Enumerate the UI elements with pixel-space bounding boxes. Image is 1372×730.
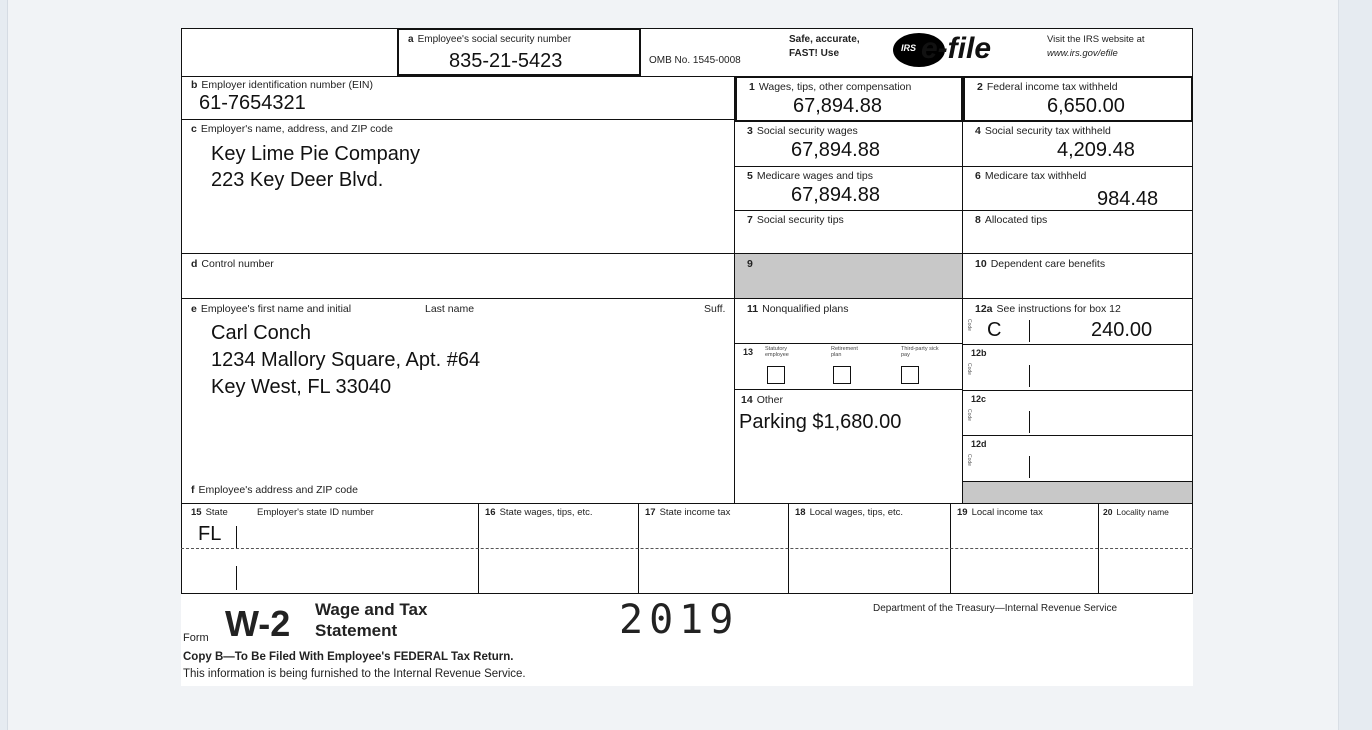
box-3-value: 67,894.88 — [791, 139, 880, 161]
state-row-dashed-separator — [181, 548, 1193, 549]
footer-year: 2019 — [619, 597, 740, 643]
box-18-label: Local wages, tips, etc. — [809, 507, 904, 518]
box-4-number: 4 — [975, 125, 981, 137]
box-13-number: 13 — [743, 347, 754, 357]
footer-title-2: Statement — [315, 621, 398, 640]
box-8-allocated-tips — [963, 211, 1193, 254]
box-1-value: 67,894.88 — [793, 95, 882, 117]
box-8-number: 8 — [975, 214, 981, 226]
box-1-label: Wages, tips, other compensation — [758, 81, 912, 93]
box-18-local-wages — [789, 504, 951, 594]
state-value: FL — [198, 523, 222, 545]
box-14-value: Parking $1,680.00 — [739, 411, 902, 433]
box-15-divider-bottom — [236, 566, 237, 590]
box-12-shaded-area — [963, 482, 1193, 504]
box-4-label: Social security tax withheld — [984, 125, 1111, 137]
box-17-state-tax — [639, 504, 789, 594]
box-11-label: Nonqualified plans — [762, 303, 849, 315]
box-18-number: 18 — [795, 507, 806, 518]
footer-info: This information is being furnished to the Internal Revenue Service. — [183, 668, 526, 680]
left-scroll-gutter — [0, 0, 8, 730]
box-16-number: 16 — [485, 507, 496, 518]
box-1-wages — [735, 76, 963, 122]
box-b-ein — [181, 76, 735, 120]
box-17-label: State income tax — [659, 507, 731, 518]
visit-irs-line2: www.irs.gov/efile — [1047, 48, 1118, 59]
third-party-sick-pay-checkbox[interactable] — [901, 366, 919, 384]
efile-tagline-2: FAST! Use — [789, 48, 840, 59]
box-12a-number: 12a — [975, 303, 993, 315]
box-12b — [963, 345, 1193, 391]
box-12b-divider — [1029, 365, 1030, 387]
box-19-number: 19 — [957, 507, 968, 518]
box-12b-code-caption: Code — [966, 363, 972, 375]
efile-irs-mark: IRS — [901, 43, 917, 53]
box-12a-label: See instructions for box 12 — [996, 303, 1121, 315]
box-12a — [963, 299, 1193, 345]
box-20-locality — [1099, 504, 1193, 594]
employer-address: 223 Key Deer Blvd. — [211, 169, 384, 191]
footer-form-word: Form — [183, 632, 209, 644]
box-13-checkboxes — [735, 344, 963, 390]
box-c-letter: c — [191, 123, 197, 135]
box-20-label: Locality name — [1116, 507, 1169, 517]
employee-name: Carl Conch — [211, 322, 312, 344]
box-b-letter: b — [191, 79, 198, 91]
box-15-label: State — [205, 507, 228, 518]
box-7-label: Social security tips — [756, 214, 844, 226]
box-a-letter: a — [408, 34, 414, 45]
footer-form-id: W-2 — [225, 603, 291, 644]
box-12d-divider — [1029, 456, 1030, 478]
top-row — [181, 28, 1193, 76]
box-5-label: Medicare wages and tips — [756, 170, 873, 182]
box-16-state-wages — [479, 504, 639, 594]
footer-title-1: Wage and Tax — [315, 600, 428, 619]
footer-copy-b: Copy B—To Be Filed With Employee's FEDERAL Tax Return. — [183, 651, 514, 663]
footer-department: Department of the Treasury—Internal Revenue Service — [873, 603, 1118, 614]
box-d-control — [181, 254, 735, 299]
box-4-ss-tax — [963, 122, 1193, 167]
box-12b-number: 12b — [971, 348, 987, 358]
box-15-number: 15 — [191, 507, 202, 518]
box-12d-number: 12d — [971, 439, 987, 449]
box-e-letter: e — [191, 303, 197, 315]
box-6-number: 6 — [975, 170, 981, 182]
box-12c — [963, 391, 1193, 436]
box-e-suffix-label: Suff. — [704, 303, 726, 315]
box-15-state — [181, 504, 479, 594]
box-10-dependent-care — [963, 254, 1193, 299]
box-6-medicare-tax — [963, 167, 1193, 211]
box-14-other — [735, 390, 963, 504]
employee-address1: 1234 Mallory Square, Apt. #64 — [211, 349, 481, 371]
box-5-number: 5 — [747, 170, 753, 182]
retirement-plan-checkbox[interactable] — [833, 366, 851, 384]
box-12a-value: 240.00 — [1091, 319, 1153, 341]
box-2-label: Federal income tax withheld — [986, 81, 1118, 93]
box-19-label: Local income tax — [971, 507, 1043, 518]
box-12c-code-caption: Code — [966, 409, 972, 421]
box-d-label: Control number — [201, 258, 274, 270]
box-14-label: Other — [756, 394, 783, 406]
box-20-number: 20 — [1103, 507, 1113, 517]
box-a-ssn — [397, 28, 641, 76]
visit-irs-line1: Visit the IRS website at — [1047, 34, 1145, 45]
employer-name: Key Lime Pie Company — [211, 143, 420, 165]
box-4-value: 4,209.48 — [1057, 139, 1135, 161]
efile-logo-text: e-file — [921, 32, 992, 65]
box-6-label: Medicare tax withheld — [984, 170, 1087, 182]
box-9-number: 9 — [747, 258, 753, 270]
box-12a-divider — [1029, 320, 1030, 342]
omb-number: OMB No. 1545-0008 — [649, 55, 741, 66]
box-12c-number: 12c — [971, 394, 987, 404]
box-b-label: Employer identification number (EIN) — [201, 79, 373, 91]
box-c-label: Employer's name, address, and ZIP code — [200, 123, 393, 135]
box-12c-divider — [1029, 411, 1030, 433]
box-15-id-label: Employer's state ID number — [257, 507, 374, 518]
box-10-label: Dependent care benefits — [990, 258, 1106, 270]
box-12a-code-caption: Code — [966, 319, 972, 331]
box-12d-code-caption: Code — [966, 454, 972, 466]
ssn-value: 835-21-5423 — [449, 50, 563, 72]
box-2-number: 2 — [977, 81, 983, 93]
vertical-scrollbar[interactable] — [1338, 0, 1372, 730]
efile-tagline-1: Safe, accurate, — [789, 34, 860, 45]
box-12a-code: C — [987, 319, 1002, 341]
box-d-letter: d — [191, 258, 198, 270]
box-f-label: Employee's address and ZIP code — [198, 484, 358, 496]
box-7-number: 7 — [747, 214, 753, 226]
box-e-label: Employee's first name and initial — [200, 303, 352, 315]
box-15-divider-top — [236, 526, 237, 548]
box-5-value: 67,894.88 — [791, 184, 880, 206]
statutory-employee-checkbox[interactable] — [767, 366, 785, 384]
box-2-federal-tax — [963, 76, 1193, 122]
box-e-employee — [181, 299, 735, 504]
box-16-label: State wages, tips, etc. — [499, 507, 593, 518]
box-13-thirdparty-label: Third-party sick pay — [901, 346, 939, 358]
box-5-medicare-wages — [735, 167, 963, 211]
box-17-number: 17 — [645, 507, 656, 518]
box-10-number: 10 — [975, 258, 987, 270]
box-1-number: 1 — [749, 81, 755, 93]
ein-value: 61-7654321 — [199, 92, 306, 114]
box-13-retirement-label: Retirement plan — [831, 346, 858, 358]
employee-address2: Key West, FL 33040 — [211, 376, 392, 398]
box-3-label: Social security wages — [756, 125, 858, 137]
box-e-last-name-label: Last name — [425, 303, 475, 315]
box-8-label: Allocated tips — [984, 214, 1048, 226]
box-3-number: 3 — [747, 125, 753, 137]
box-c-employer — [181, 120, 735, 254]
box-11-number: 11 — [747, 303, 759, 315]
box-7-ss-tips — [735, 211, 963, 254]
box-19-local-tax — [951, 504, 1099, 594]
box-9 — [735, 254, 963, 299]
box-3-ss-wages — [735, 122, 963, 167]
box-11-nonqualified — [735, 299, 963, 344]
w2-form-document — [181, 28, 1193, 686]
box-13-statutory-label: Statutory employee — [765, 346, 789, 358]
box-a-label: Employee's social security number — [417, 34, 572, 45]
box-14-number: 14 — [741, 394, 753, 406]
box-2-value: 6,650.00 — [1047, 95, 1125, 117]
box-6-value: 984.48 — [1097, 188, 1159, 210]
box-12d — [963, 436, 1193, 482]
box-f-letter: f — [191, 484, 195, 496]
